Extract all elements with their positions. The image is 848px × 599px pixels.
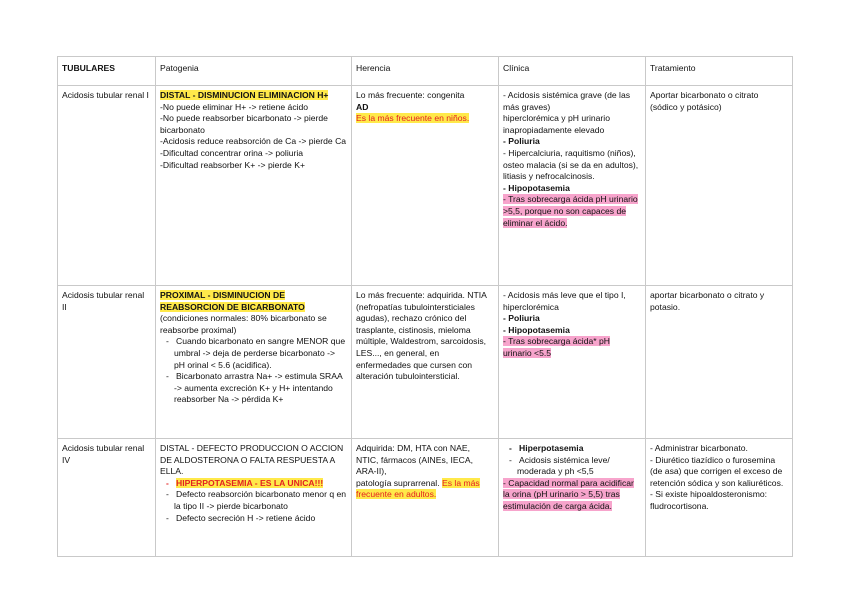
- row1-pat-line: -Dificultad concentrar orina -> poliuria: [160, 147, 304, 158]
- row2-herencia: Lo más frecuente: adquirida. NTIA (nefropatías tubulointersticiales agudas), rechazo crónico del trasplante, cistinosis, mieloma múltiple, Waldestrom, sarcoidosis, LES..., en general, en enfermedades que cursen con alteración tubulointersticial.: [352, 286, 499, 439]
- row2-pat-title: PROXIMAL - DISMINUCION DE REABSORCION DE BICARBONATO: [160, 290, 305, 312]
- row1-pat-line: -No puede eliminar H+ -> retiene ácido: [160, 101, 309, 112]
- row3-herencia: Adquirida: DM, HTA con NAE, NTIC, fármacos (AINEs, IECA, ARA-II), patología suprarrenal. Es la más frecuente en adultos.: [352, 439, 499, 557]
- row3-patogenia: DISTAL - DEFECTO PRODUCCION O ACCION DE ALDOSTERONA O FALTA RESPUESTA A ELLA. - HIPERPOTASEMIA - ES LA UNICA!!! - Defecto reabsorción bicarbonato menor q en la tipo II -> pierde bicarbonato - Defecto secreción H -> retiene ácido: [156, 439, 352, 557]
- row2-highlight-ph: - Tras sobrecarga ácida* pH urinario <5.5: [503, 336, 610, 358]
- row1-highlight-ph: - Tras sobrecarga ácida pH urinario >5,5, porque no son capaces de eliminar el ácido.: [503, 194, 638, 228]
- header-patogenia: Patogenia: [156, 57, 352, 86]
- table-header-row: [58, 57, 793, 86]
- row1-tratamiento: Aportar bicarbonato o citrato (sódico y potásico): [646, 86, 793, 286]
- row1-name: Acidosis tubular renal I: [58, 86, 156, 286]
- row1-pat-title: DISTAL - DISMINUCION ELIMINACION H+: [160, 90, 329, 100]
- row2-patogenia: PROXIMAL - DISMINUCION DE REABSORCION DE BICARBONATO (condiciones normales: 80% bicarbonato se reabsorbe proximal) - Cuando bicarbonato en sangre MENOR que umbral -> deja de perderse bicarbonato -> pH orinal < 5.6 (acidifica). - Bicarbonato arrastra Na+ -> estimula SRAA -> aumenta excreción K+ y H+ intentando reabsorber Na -> pérdida K+: [156, 286, 352, 439]
- row3-clinica: - Hiperpotasemia - Acidosis sistémica leve/ moderada y ph <5,5 - Capacidad normal para acidificar la orina (pH urinario > 5,5) tras estimulación de carga ácida.: [499, 439, 646, 557]
- table-row-atr4: [58, 439, 793, 557]
- row2-tratamiento: aportar bicarbonato o citrato y potasio.: [646, 286, 793, 439]
- table-row-atr1: [58, 86, 793, 286]
- row1-patogenia: [156, 86, 352, 286]
- header-tratamiento: Tratamiento: [646, 57, 793, 86]
- row3-tratamiento: - Administrar bicarbonato. - Diurético tiazídico o furosemina (de asa) que corrigen el exceso de retención sódica y son kaliuréticos. - Si existe hipoaldosteronismo: fludrocortisona.: [646, 439, 793, 557]
- row1-pat-line: -Acidosis reduce reabsorción de Ca -> pierde Ca: [160, 136, 347, 147]
- row1-pat-line: -Dificultad reabsorber K+ -> pierde K+: [160, 159, 305, 170]
- header-clinica: Clínica: [499, 57, 646, 86]
- tubulares-table: [57, 56, 793, 557]
- row1-clinica: - Acidosis sistémica grave (de las más graves) hiperclorémica y pH urinario inapropiadamente elevado - Poliuria - Hipercalciuria, raquitismo (niños), osteo malacia (si se da en adultos), litiasis y nefrocalcinosis. - Hipopotasemia - Tras sobrecarga ácida pH urinario >5,5, porque no son capaces de eliminar el ácido.: [499, 86, 646, 286]
- row3-name: Acidosis tubular renal IV: [58, 439, 156, 557]
- row3-highlight-hiperpotasemia: HIPERPOTASEMIA - ES LA UNICA!!!: [176, 477, 324, 488]
- row3-highlight-capacidad: - Capacidad normal para acidificar la orina (pH urinario > 5,5) tras estimulación de carga ácida.: [503, 477, 634, 511]
- row2-clinica: - Acidosis más leve que el tipo I, hiperclorémica - Poliuria - Hipopotasemia - Tras sobrecarga ácida* pH urinario <5.5: [499, 286, 646, 439]
- header-herencia: Herencia: [352, 57, 499, 86]
- row1-highlight-ninos: Es la más frecuente en niños.: [356, 113, 470, 124]
- row3-highlight-adultos: Es la más frecuente en adultos.: [356, 477, 480, 500]
- row1-pat-line: -No puede reabsorber bicarbonato -> pierde bicarbonato: [160, 113, 328, 135]
- row1-herencia: Lo más frecuente: congenita AD Es la más frecuente en niños.: [352, 86, 499, 286]
- row2-name: Acidosis tubular renal II: [58, 286, 156, 439]
- header-tubulares: TUBULARES: [58, 57, 156, 86]
- table-row-atr2: [58, 286, 793, 439]
